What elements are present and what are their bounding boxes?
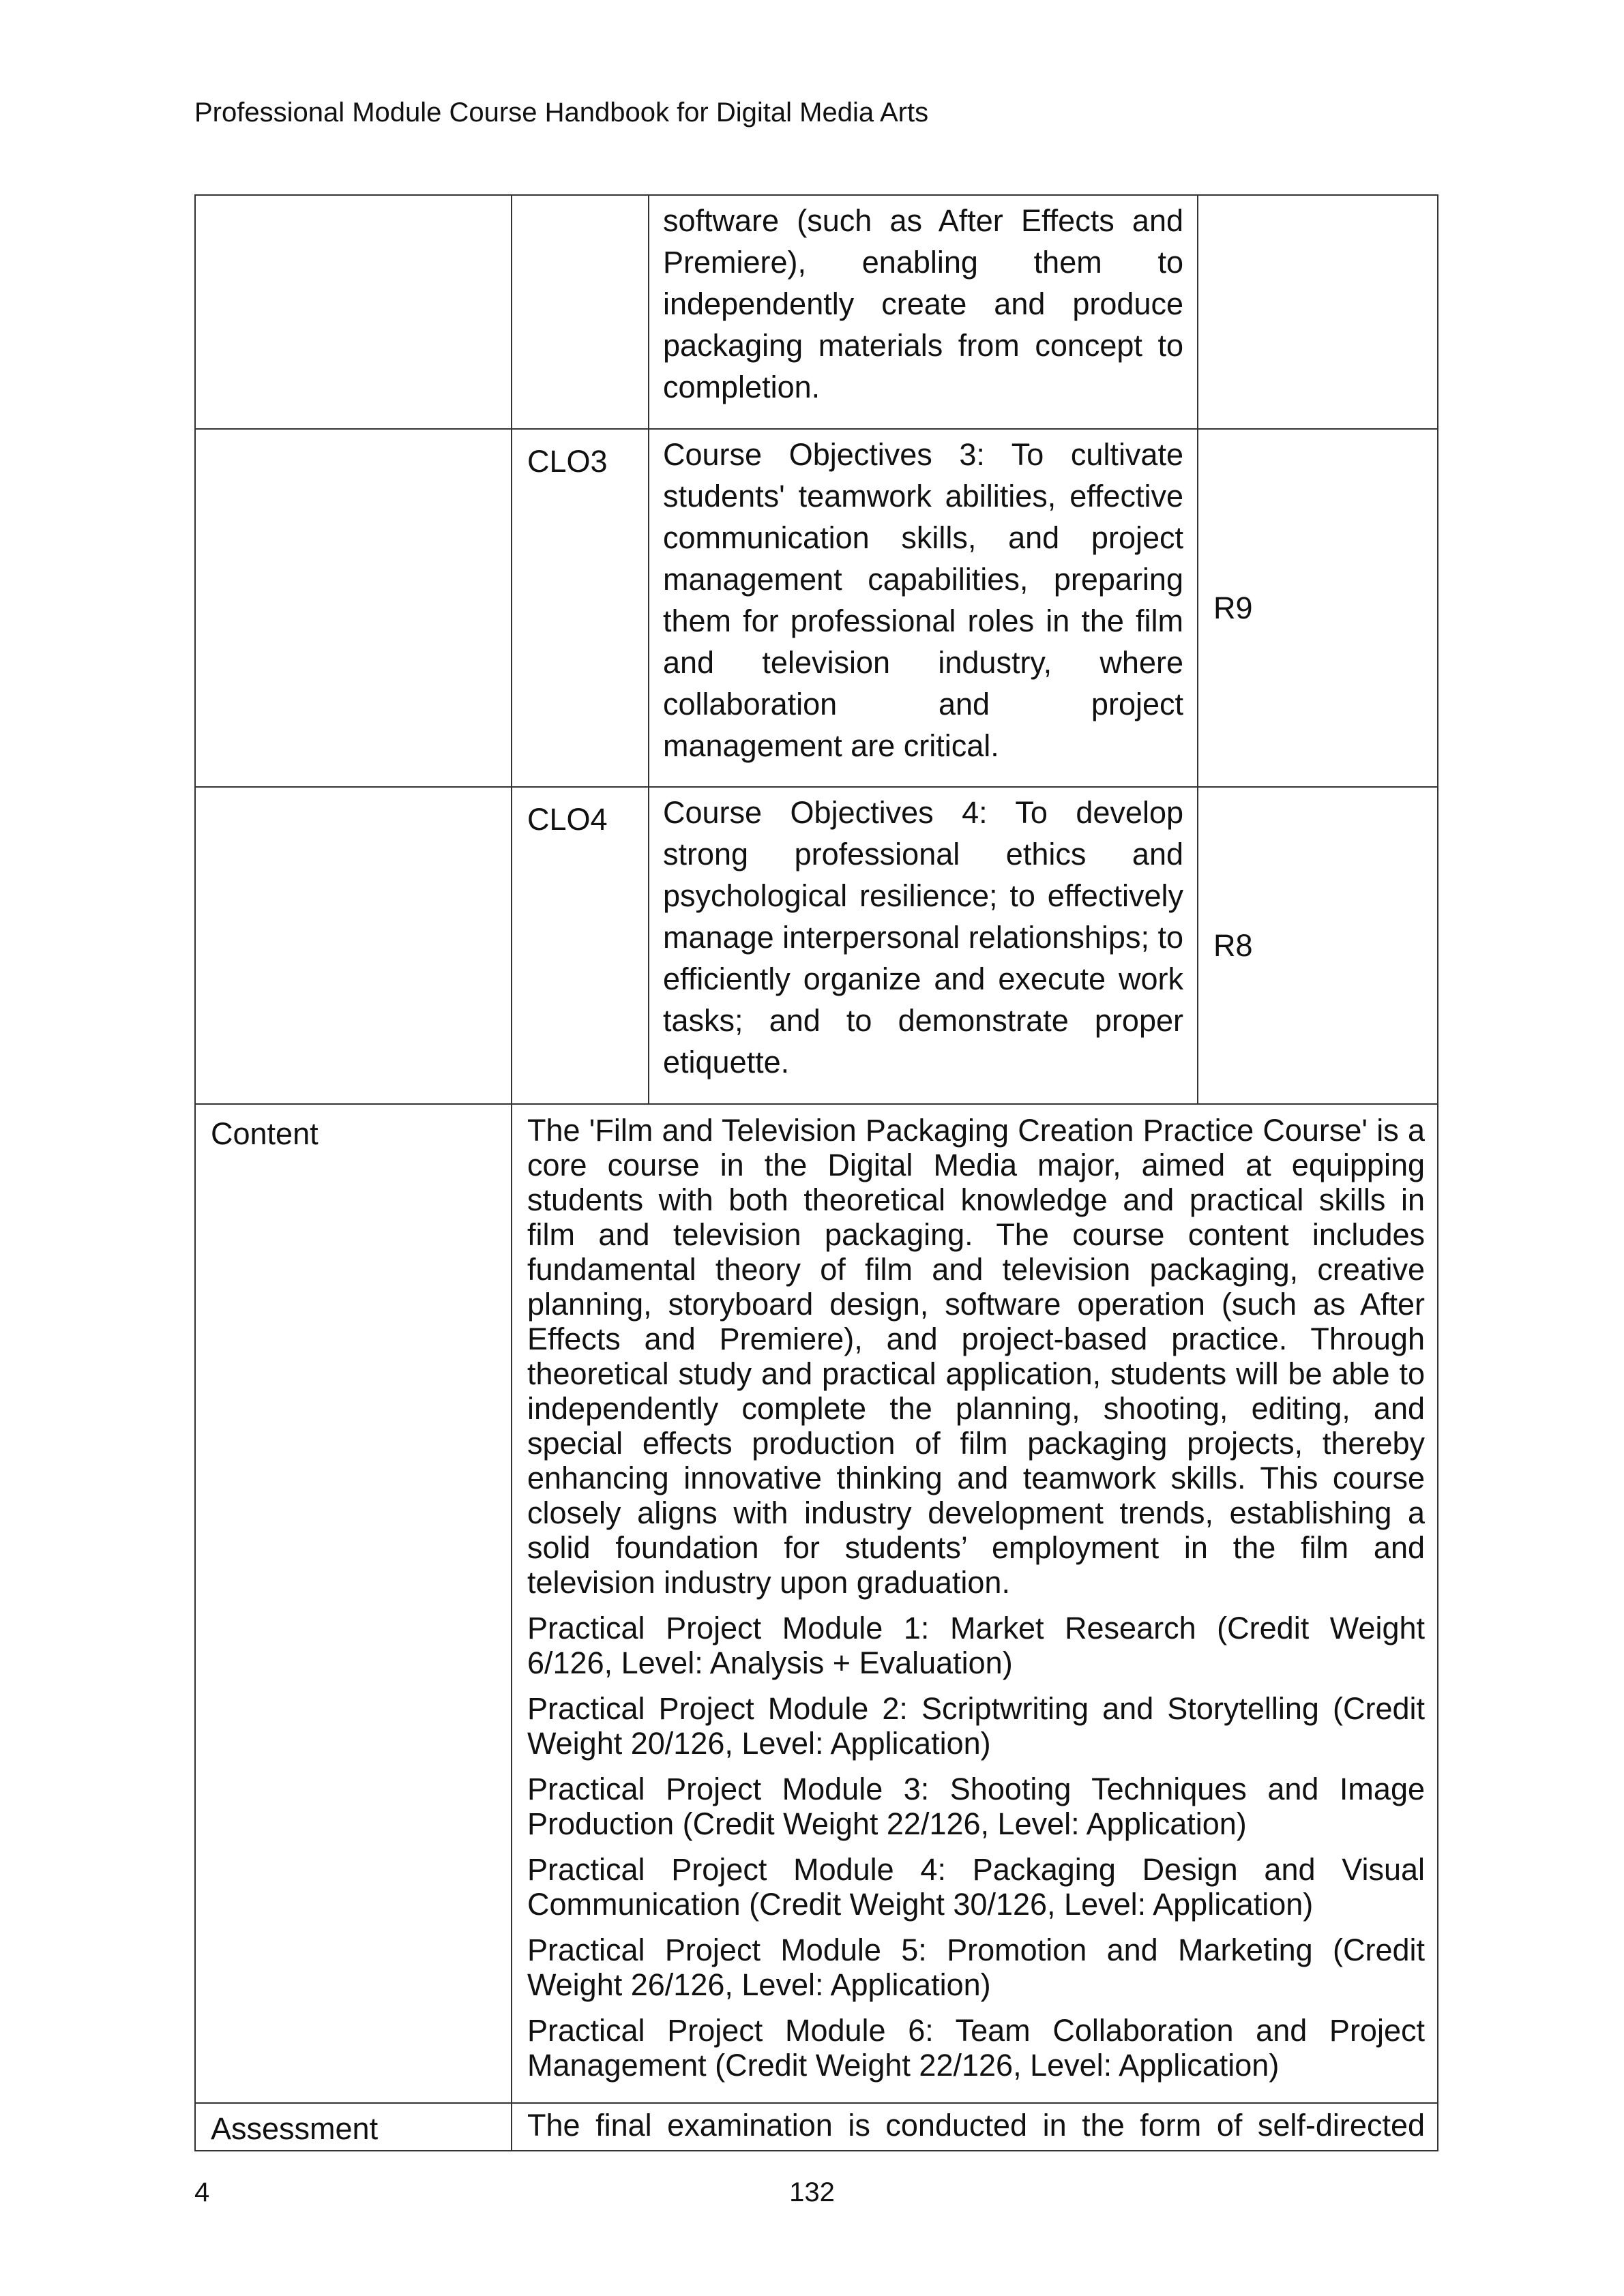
course-table <box>194 194 1438 2151</box>
clo3-ref: R9 <box>1213 591 1253 625</box>
clo-code-cell <box>512 787 649 1104</box>
module-item: Practical Project Module 2: Scriptwriting and Storytelling (Credit Weight 20/126, Level: Application) <box>527 1691 1425 1761</box>
assessment-label-cell <box>195 2103 512 2151</box>
empty-ref-cell <box>1198 195 1438 429</box>
empty-code-cell <box>512 195 649 429</box>
table-row-continuation <box>195 195 1438 429</box>
clo4-objective-text: Course Objectives 4: To develop strong professional ethics and psychological resilience; to effectively manage interpersonal relationships; to efficiently organize and execute work tasks; and to demonstrate proper etiquette. <box>663 795 1183 1079</box>
table-row-clo4 <box>195 787 1438 1104</box>
content-body-cell <box>512 1104 1438 2103</box>
objective-cell <box>649 195 1198 429</box>
empty-label-cell <box>195 787 512 1104</box>
table-row-clo3 <box>195 429 1438 787</box>
page-number: 132 <box>789 2177 835 2207</box>
table-row-assessment <box>195 2103 1438 2151</box>
module-item: Practical Project Module 1: Market Research (Credit Weight 6/126, Level: Analysis + Evaluation) <box>527 1611 1425 1680</box>
clo-code-cell <box>512 429 649 787</box>
content-label-cell <box>195 1104 512 2103</box>
assessment-label: Assessment <box>211 2111 379 2146</box>
clo3-code: CLO3 <box>527 444 608 479</box>
table-row-content <box>195 1104 1438 2103</box>
module-item: Practical Project Module 6: Team Collaboration and Project Management (Credit Weight 22/126, Level: Application) <box>527 2013 1425 2083</box>
content-intro: The 'Film and Television Packaging Creation Practice Course' is a core course in the Digital Media major, aimed at equipping students with both theoretical knowledge and practical skills in film and television packaging. The course content includes fundamental theory of film and television packaging, creative planning, storyboard design, software operation (such as After Effects and Premiere), and project-based practice. Through theoretical study and practical application, students will be able to independently complete the planning, shooting, editing, and special effects production of film packaging projects, thereby enhancing innovative thinking and teamwork skills. This course closely aligns with industry development trends, establishing a solid foundation for students’ employment in the film and television industry upon graduation. <box>527 1113 1425 1600</box>
empty-label-cell <box>195 195 512 429</box>
clo4-ref: R8 <box>1213 928 1253 963</box>
module-item: Practical Project Module 4: Packaging Design and Visual Communication (Credit Weight 30/126, Level: Application) <box>527 1852 1425 1922</box>
module-item: Practical Project Module 5: Promotion and Marketing (Credit Weight 26/126, Level: Application) <box>527 1933 1425 2002</box>
module-item: Practical Project Module 3: Shooting Techniques and Image Production (Credit Weight 22/126, Level: Application) <box>527 1772 1425 1841</box>
footer-left-number: 4 <box>194 2177 210 2207</box>
ref-cell <box>1198 787 1438 1104</box>
clo3-objective-text: Course Objectives 3: To cultivate students' teamwork abilities, effective communication skills, and project management capabilities, preparing them for professional roles in the film and television industry, where collaboration and project management are critical. <box>663 437 1183 763</box>
ref-cell <box>1198 429 1438 787</box>
objective-cell <box>649 787 1198 1104</box>
running-header: Professional Module Course Handbook for Digital Media Arts <box>194 98 929 128</box>
assessment-text: The final examination is conducted in the form of self-directed <box>527 2108 1425 2143</box>
clo4-code: CLO4 <box>527 802 608 837</box>
assessment-body-cell <box>512 2103 1438 2151</box>
objective-continuation-text: software (such as After Effects and Premiere), enabling them to independently create and produce packaging materials from concept to completion. <box>663 203 1183 404</box>
objective-cell <box>649 429 1198 787</box>
content-label: Content <box>211 1116 319 1151</box>
empty-label-cell <box>195 429 512 787</box>
